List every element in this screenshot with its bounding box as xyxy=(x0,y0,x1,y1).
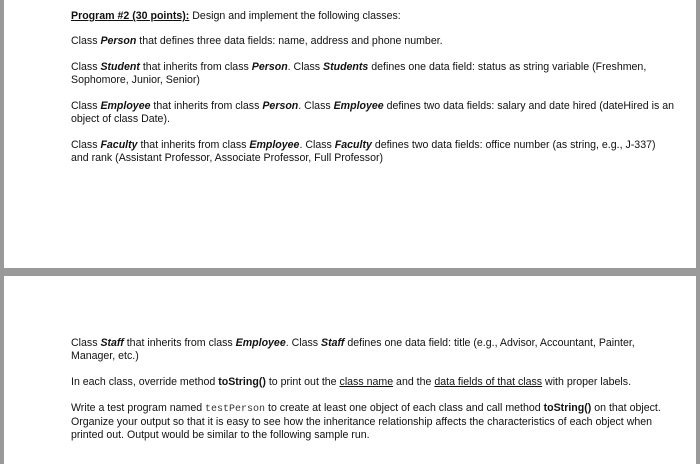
override-paragraph xyxy=(71,376,676,389)
text-fragment: defines one data field: title (e.g., Advisor, Accountant, Painter, Manager, etc.) xyxy=(71,337,635,362)
page-2-content xyxy=(71,337,676,455)
page-1-content xyxy=(71,10,676,178)
class-name-faculty: Faculty xyxy=(100,139,138,151)
text-fragment: . Class xyxy=(298,100,334,112)
class-name-employee: Employee xyxy=(100,100,151,112)
underlined-data-fields: data fields of that class xyxy=(434,376,543,388)
text-fragment: to print out the xyxy=(265,376,340,388)
method-tostring: toString() xyxy=(543,402,592,414)
text-fragment: with proper labels. xyxy=(542,376,632,388)
test-program-paragraph xyxy=(71,402,676,442)
class-name-person: Person xyxy=(100,35,137,47)
class-name-student: Student xyxy=(100,61,140,73)
text-fragment: Class xyxy=(71,100,101,112)
class-name-faculty: Faculty xyxy=(334,139,372,151)
text-fragment: that inherits from class xyxy=(123,337,236,349)
text-fragment: to create at least one object of each class and call method xyxy=(265,402,544,414)
class-name-staff: Staff xyxy=(100,337,124,349)
text-fragment: that inherits from class xyxy=(139,61,252,73)
class-name-person: Person xyxy=(262,100,299,112)
text-fragment: that inherits from class xyxy=(137,139,250,151)
class-name-employee: Employee xyxy=(333,100,384,112)
class-name-students: Students xyxy=(323,61,369,73)
underlined-class-name: class name xyxy=(339,376,394,388)
document-page-1 xyxy=(4,0,696,268)
text-fragment: and the xyxy=(393,376,435,388)
text-fragment: defines two data fields: salary and date hired (dateHired is an object of class Date). xyxy=(71,100,674,125)
text-fragment: that inherits from class xyxy=(150,100,263,112)
class-name-employee: Employee xyxy=(249,139,300,151)
class-name-staff: Staff xyxy=(321,337,345,349)
text-fragment: Write a test program named xyxy=(71,402,206,414)
faculty-paragraph xyxy=(71,139,676,165)
student-paragraph xyxy=(71,61,676,87)
text-fragment: Class xyxy=(71,35,101,47)
class-name-person: Person xyxy=(251,61,288,73)
program-label: Program #2 (30 points): xyxy=(71,10,190,22)
text-fragment: In each class, override method xyxy=(71,376,219,388)
text-fragment: that defines three data fields: name, address and phone number. xyxy=(136,35,443,47)
text-fragment: . Class xyxy=(285,337,322,349)
text-fragment: . Class xyxy=(287,61,323,73)
text-fragment: Class xyxy=(71,139,101,151)
code-test-person: testPerson xyxy=(205,404,266,415)
program-heading xyxy=(71,10,676,23)
class-name-employee: Employee xyxy=(235,337,286,349)
method-tostring: toString() xyxy=(218,376,266,388)
text-fragment: Class xyxy=(71,61,101,73)
employee-paragraph xyxy=(71,100,676,126)
text-fragment: on that object. Organize your output so that it is easy to see how the inheritance relationship affects the characteristics of each object when printed out. Output would be similar to the following sample run. xyxy=(71,402,661,441)
program-intro-text: Design and implement the following classes: xyxy=(189,10,401,22)
document-page-2 xyxy=(4,276,696,464)
person-paragraph xyxy=(71,35,676,48)
text-fragment: defines two data fields: office number (as string, e.g., J-337) and rank (Assistant Professor, Associate Professor, Full Professor) xyxy=(71,139,656,164)
staff-paragraph xyxy=(71,337,676,363)
text-fragment: defines one data field: status as string variable (Freshmen, Sophomore, Junior, Senior) xyxy=(71,61,647,86)
text-fragment: Class xyxy=(71,337,101,349)
text-fragment: . Class xyxy=(299,139,335,151)
